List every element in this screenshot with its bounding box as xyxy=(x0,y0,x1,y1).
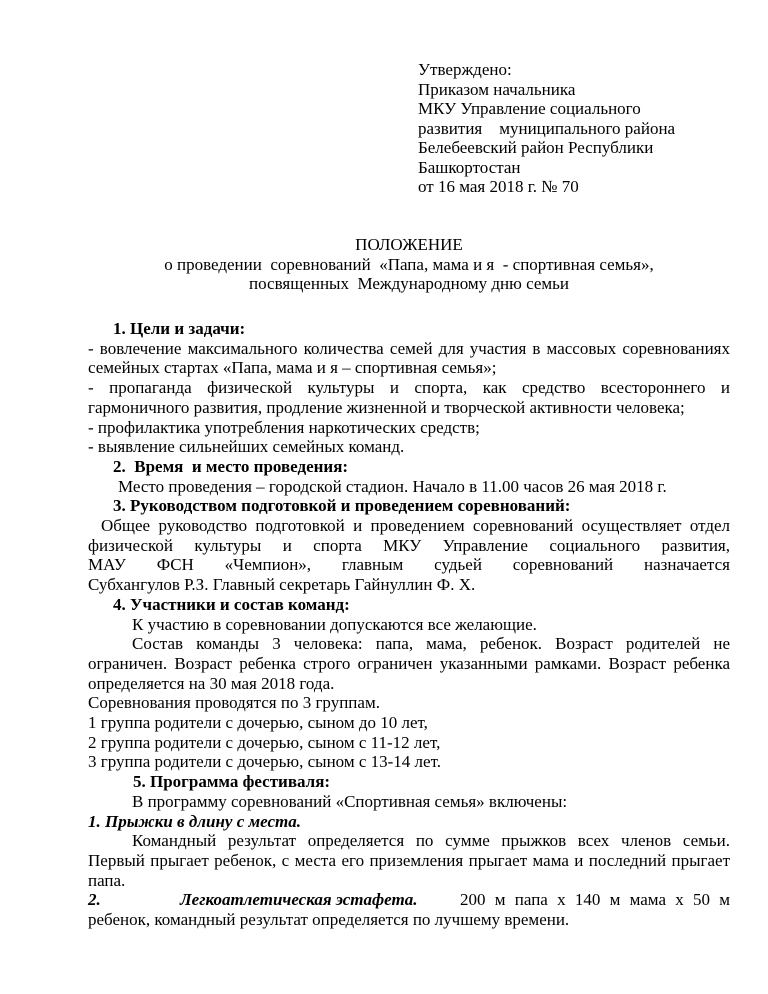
approval-line: развития муниципального района xyxy=(418,118,676,138)
goal-item: - вовлечение максимального количества семей для участия в массовых соревнованиях семейных стартах «Папа, мама и я – спортивная семья»; xyxy=(88,338,730,378)
row-word: МАУ xyxy=(88,555,126,575)
section-4-text: Состав команды 3 человека: папа, мама, ребенок. Возраст родителей не ограничен. Возраст ребенка строго ограничен указанными рамками. Возраст ребенка определяется на 30 мая 2018 года. xyxy=(88,634,730,693)
section-3-justified-row xyxy=(88,555,730,575)
approval-line: МКУ Управление социального xyxy=(418,99,641,118)
section-2-heading: 2. Время и место проведения: xyxy=(113,456,349,476)
title-subline: о проведении соревнований «Папа, мама и я - спортивная семья», xyxy=(164,254,654,274)
section-1-heading: 1. Цели и задачи: xyxy=(113,319,246,338)
approval-line: Приказом начальника xyxy=(418,79,576,99)
goal-item: - пропаганда физической культуры и спорта, как средство всестороннего и гармоничного развития, продление жизненной и творческой активности человека; xyxy=(88,378,730,417)
document-body xyxy=(88,319,730,930)
approval-line: Башкортостан xyxy=(418,157,521,177)
approval-line: от 16 мая 2018 г. № 70 xyxy=(418,177,579,196)
event-1-title: 1. Прыжки в длину с места. xyxy=(88,811,301,831)
section-4-text: К участию в соревновании допускаются все желающие. xyxy=(132,614,537,634)
row-word: ФСН xyxy=(156,555,194,575)
section-4-text: Соревнования проводятся по 3 группам. xyxy=(88,693,380,713)
group-item: 2 группа родители с дочерью, сыном с 11-12 лет, xyxy=(88,732,441,752)
event-1-text: Командный результат определяется по сумме прыжков всех членов семьи. Первый прыгает ребенок, с места его приземления прыгает мама и последний прыгает папа. xyxy=(88,831,730,890)
goal-item: - профилактика употребления наркотических средств; xyxy=(88,417,480,437)
section-5-heading: 5. Программа фестиваля: xyxy=(133,772,331,792)
approval-line: Белебеевский район Республики xyxy=(418,138,654,157)
section-4-heading: 4. Участники и состав команд: xyxy=(113,594,350,614)
group-item: 1 группа родители с дочерью, сыном до 10 лет, xyxy=(88,713,428,733)
goal-item: - выявление сильнейших семейных команд. xyxy=(88,437,405,457)
section-2-text: Место проведения – городской стадион. Начало в 11.00 часов 26 мая 2018 г. xyxy=(118,476,667,496)
document-title xyxy=(88,235,730,294)
row-word: назначается xyxy=(643,555,730,575)
row-word: судьей xyxy=(434,555,482,575)
event-2-distances: 200 м папа х 140 м мама х 50 м xyxy=(460,890,730,910)
section-3-text-end: Субхангулов Р.З. Главный секретарь Гайнуллин Ф. Х. xyxy=(88,575,476,595)
section-3-heading: 3. Руководством подготовкой и проведением соревнований: xyxy=(113,496,571,516)
event-2-number: 2. xyxy=(88,890,101,910)
section-3-text: Общее руководство подготовкой и проведением соревнований осуществляет отдел физической культуры и спорта МКУ Управление социального развития, xyxy=(88,516,730,555)
approval-line: Утверждено: xyxy=(418,60,512,79)
event-2-text: ребенок, командный результат определяется по лучшему времени. xyxy=(88,910,570,930)
row-word: соревнований xyxy=(512,555,614,575)
approval-block xyxy=(418,60,738,197)
event-2-line xyxy=(88,890,730,910)
event-2-title: Легкоатлетическая эстафета. xyxy=(180,890,418,910)
title-heading: ПОЛОЖЕНИЕ xyxy=(355,235,463,254)
title-subline: посвященных Международному дню семьи xyxy=(249,274,569,293)
group-item: 3 группа родители с дочерью, сыном с 13-14 лет. xyxy=(88,752,441,772)
row-word: главным xyxy=(341,555,404,575)
event-2-title-wrap xyxy=(180,890,730,910)
section-5-intro: В программу соревнований «Спортивная семья» включены: xyxy=(132,791,568,811)
row-word: «Чемпион», xyxy=(224,555,312,575)
